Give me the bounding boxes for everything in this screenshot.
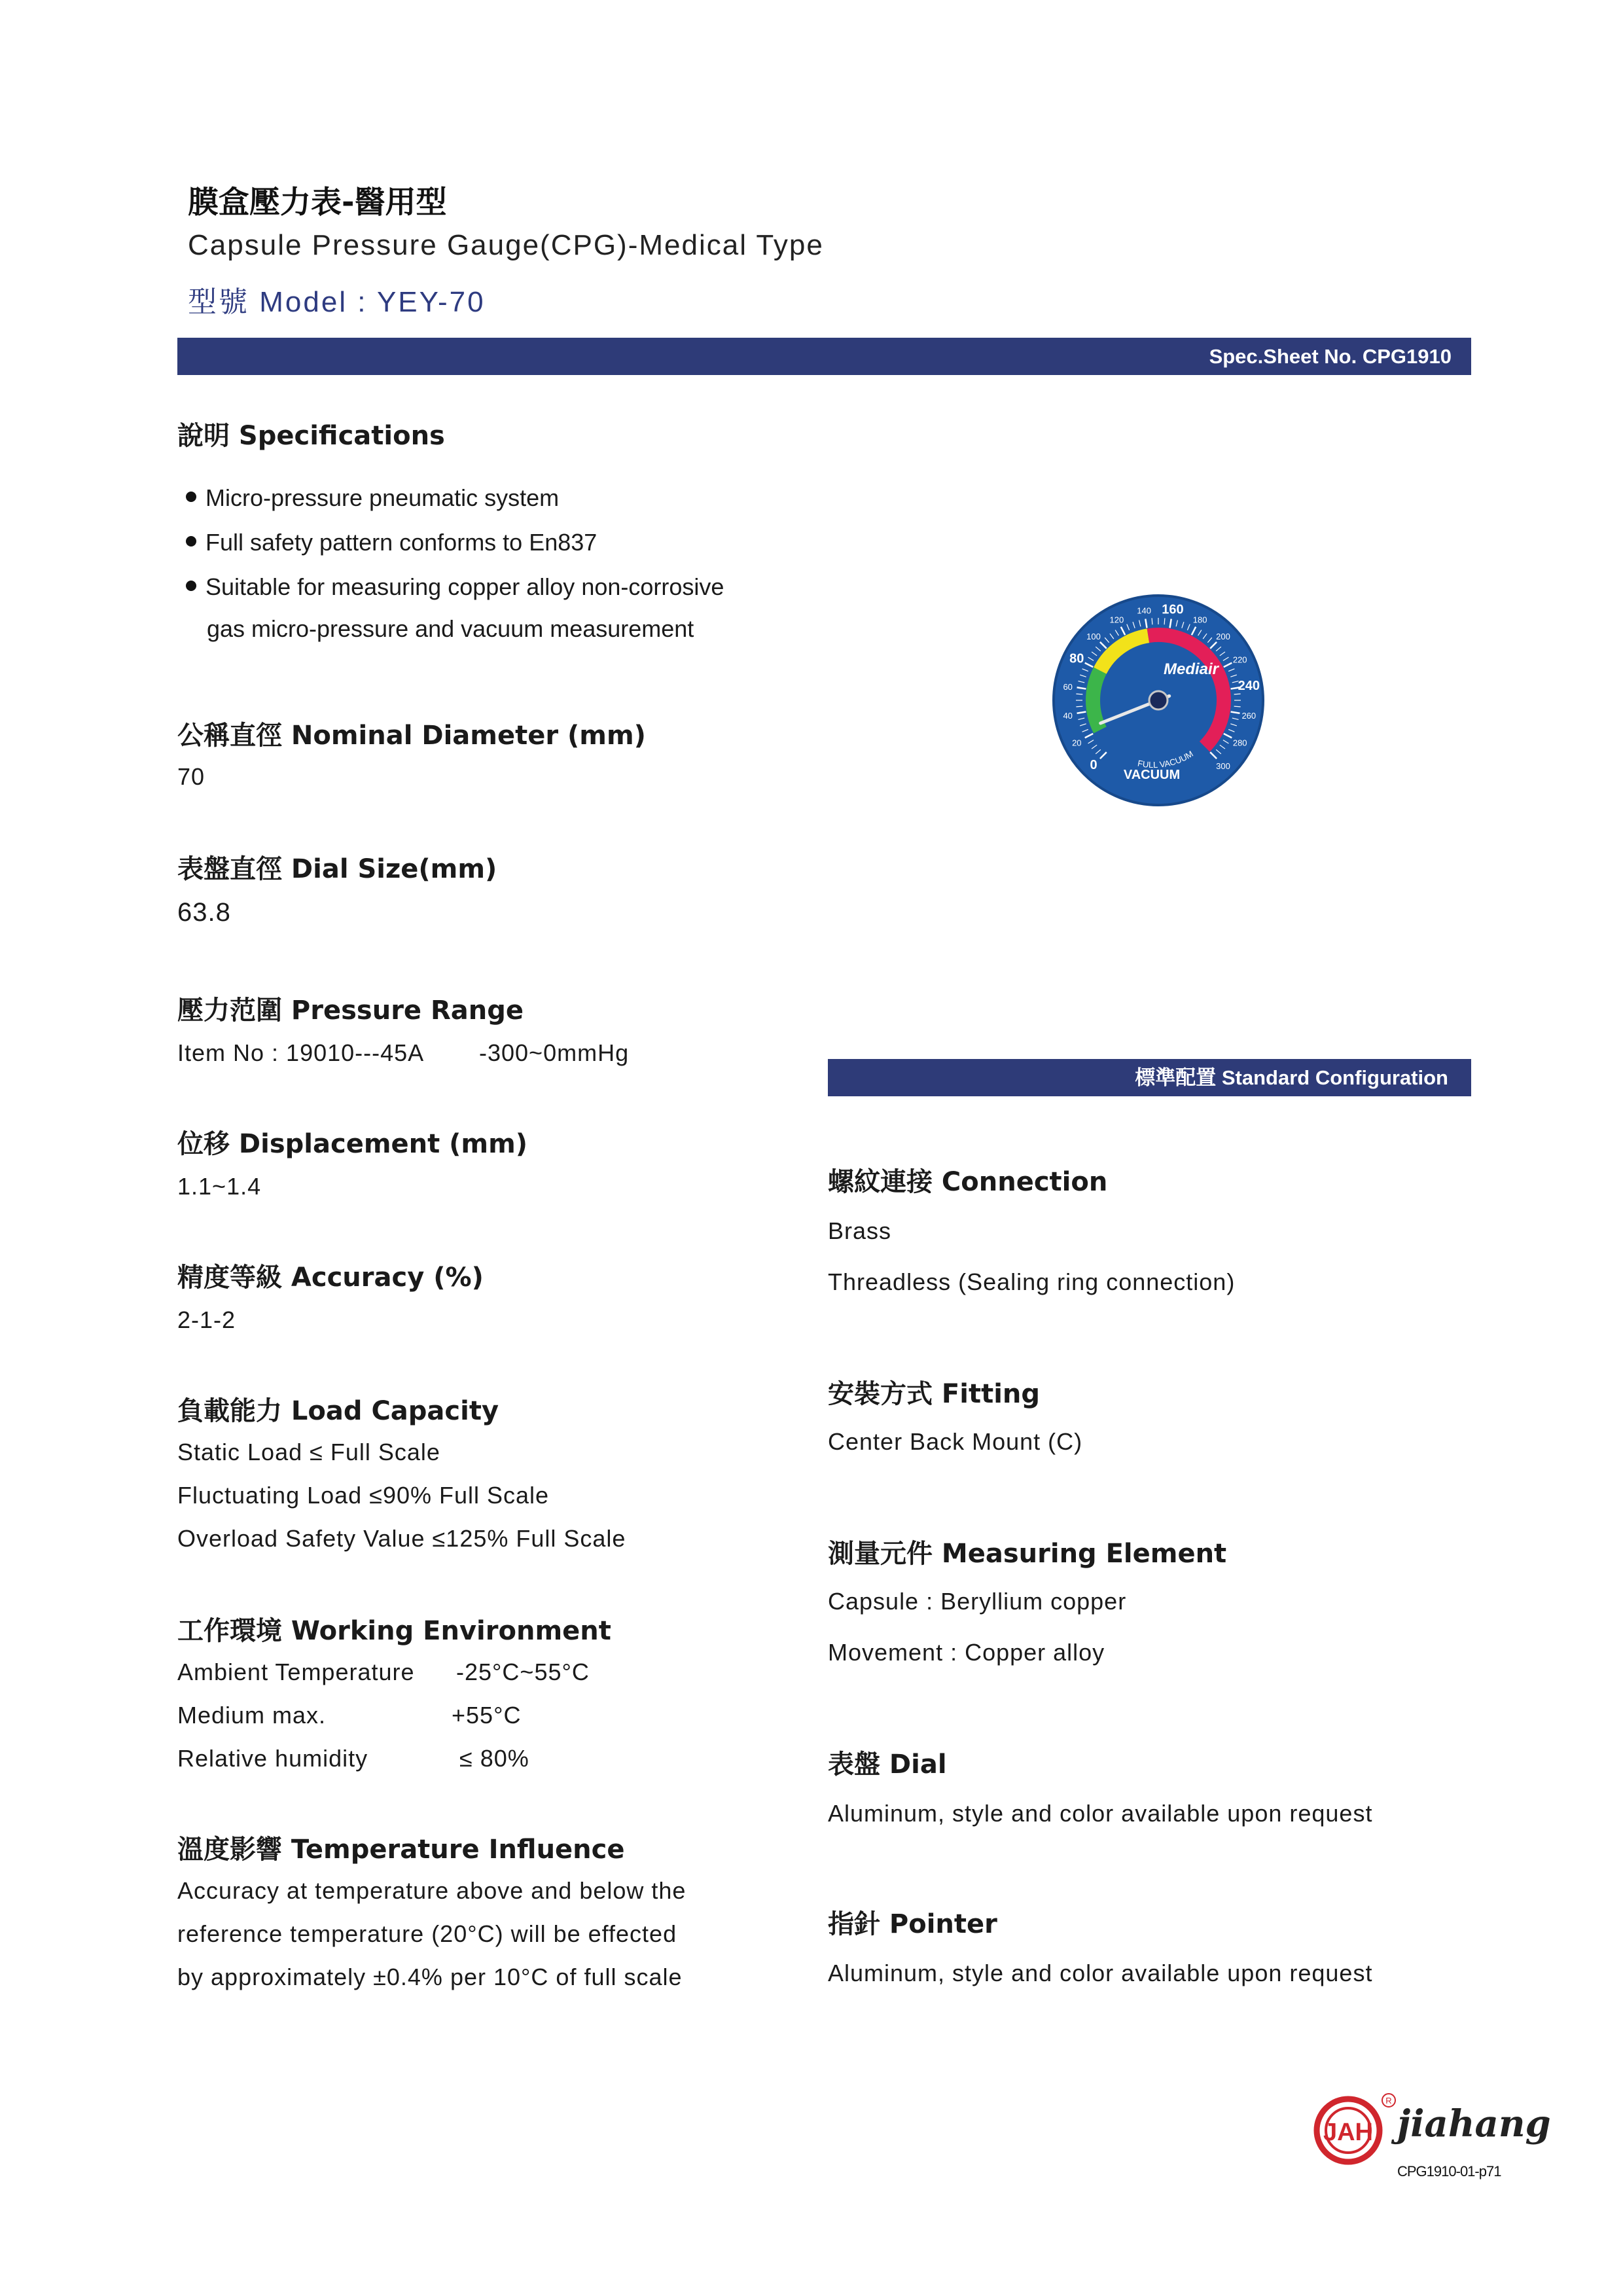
fitting-value: Center Back Mount (C) xyxy=(828,1428,1083,1455)
env-value: -25°C~55°C xyxy=(456,1659,590,1685)
nominal-diameter-heading: 公稱直徑 Nominal Diameter (mm) xyxy=(177,721,646,751)
env-value: +55°C xyxy=(452,1702,522,1729)
measuring-element-line: Movement : Copper alloy xyxy=(828,1639,1105,1666)
bullet-icon xyxy=(186,536,196,547)
pointer-heading: 指針 Pointer xyxy=(828,1909,997,1939)
connection-line: Threadless (Sealing ring connection) xyxy=(828,1268,1236,1295)
pressure-range-value: -300~0mmHg xyxy=(479,1039,630,1066)
spec-bullet: Full safety pattern conforms to En837 xyxy=(186,529,597,556)
connection-line: Brass xyxy=(828,1217,892,1244)
bullet-icon xyxy=(186,581,196,591)
spec-bullet: Micro-pressure pneumatic system xyxy=(186,484,559,512)
gauge-tick xyxy=(1076,706,1082,707)
page-title-cn: 膜盒壓力表-醫用型 xyxy=(188,185,447,221)
displacement-heading: 位移 Displacement (mm) xyxy=(177,1129,528,1159)
svg-text:JAH: JAH xyxy=(1323,2119,1374,2146)
spec-sheet-bar: Spec.Sheet No. CPG1910 xyxy=(177,338,1471,375)
spec-bullet: Suitable for measuring copper alloy non-corrosive xyxy=(186,573,724,601)
measuring-element-line: Capsule : Beryllium copper xyxy=(828,1588,1127,1615)
bullet-icon xyxy=(186,492,196,502)
env-label: Ambient Temperature xyxy=(177,1659,415,1685)
pointer-value: Aluminum, style and color available upon request xyxy=(828,1960,1373,1986)
gauge-scale-label: 60 xyxy=(1063,682,1073,692)
gauge-scale-label: 200 xyxy=(1216,632,1230,641)
accuracy-value: 2-1-2 xyxy=(177,1306,236,1333)
working-environment-heading: 工作環境 Working Environment xyxy=(177,1616,611,1646)
gauge-brand-text: Mediair xyxy=(1164,660,1219,678)
gauge-unit-text: VACUUM xyxy=(1123,768,1181,782)
gauge-scale-label: 140 xyxy=(1137,605,1151,616)
dial-value: Aluminum, style and color available upon request xyxy=(828,1800,1373,1827)
load-capacity-line: Static Load ≤ Full Scale xyxy=(177,1439,440,1465)
gauge-tick xyxy=(1234,706,1241,707)
pressure-range-item: Item No : 19010---45A xyxy=(177,1039,425,1066)
env-label: Medium max. xyxy=(177,1702,327,1729)
env-value: ≤ 80% xyxy=(459,1745,529,1772)
page-title-en: Capsule Pressure Gauge(CPG)-Medical Type xyxy=(188,229,824,261)
standard-configuration-bar: 標準配置 Standard Configuration xyxy=(828,1059,1471,1096)
model-label: 型號 Model : YEY-70 xyxy=(188,286,486,318)
gauge-scale-label: 20 xyxy=(1072,738,1082,748)
jiahang-logo-icon xyxy=(1312,2091,1410,2170)
dial-size-heading: 表盤直徑 Dial Size(mm) xyxy=(177,854,497,884)
gauge-scale-label: 180 xyxy=(1192,615,1207,625)
gauge-scale-label: 100 xyxy=(1086,632,1101,641)
svg-text:R: R xyxy=(1385,2096,1392,2106)
load-capacity-line: Fluctuating Load ≤90% Full Scale xyxy=(177,1482,550,1509)
temperature-influence-line: reference temperature (20°C) will be effected xyxy=(177,1920,677,1947)
gauge-image xyxy=(1047,589,1270,812)
load-capacity-heading: 負載能力 Load Capacity xyxy=(177,1396,499,1426)
dial-heading: 表盤 Dial xyxy=(828,1749,947,1780)
temperature-influence-heading: 溫度影響 Temperature Influence xyxy=(177,1835,625,1865)
gauge-green-band xyxy=(1093,671,1100,730)
gauge-scale-label: 260 xyxy=(1241,710,1257,721)
connection-heading: 螺紋連接 Connection xyxy=(828,1167,1108,1197)
accuracy-heading: 精度等級 Accuracy (%) xyxy=(177,1263,484,1293)
document-code: CPG1910-01-p71 xyxy=(1397,2163,1501,2179)
gauge-scale-label: 300 xyxy=(1216,761,1230,771)
fitting-heading: 安裝方式 Fitting xyxy=(828,1379,1041,1409)
specifications-heading: 說明 Specifications xyxy=(177,421,445,451)
temperature-influence-line: by approximately ±0.4% per 10°C of full scale xyxy=(177,1964,683,1990)
gauge-scale-label: 280 xyxy=(1232,738,1247,748)
gauge-scale-label: 40 xyxy=(1063,710,1073,721)
gauge-scale-label: 240 xyxy=(1238,679,1260,694)
gauge-scale-label: 120 xyxy=(1109,615,1124,625)
pressure-range-heading: 壓力范圍 Pressure Range xyxy=(177,996,524,1026)
temperature-influence-line: Accuracy at temperature above and below the xyxy=(177,1877,687,1904)
measuring-element-heading: 測量元件 Measuring Element xyxy=(828,1539,1227,1569)
gauge-hub xyxy=(1149,691,1168,709)
gauge-scale-label: 80 xyxy=(1069,651,1084,666)
dial-size-value: 63.8 xyxy=(177,898,231,927)
brand-name: jiahang xyxy=(1397,2102,1551,2145)
env-label: Relative humidity xyxy=(177,1745,368,1772)
spec-bullet-continuation: gas micro-pressure and vacuum measurement xyxy=(207,615,694,642)
gauge-tick xyxy=(1164,618,1165,624)
gauge-band-text: FULL VACUUM xyxy=(1137,749,1195,770)
displacement-value: 1.1~1.4 xyxy=(177,1173,262,1200)
gauge-scale-label: 220 xyxy=(1232,655,1247,665)
nominal-diameter-value: 70 xyxy=(177,763,205,790)
load-capacity-line: Overload Safety Value ≤125% Full Scale xyxy=(177,1525,626,1552)
gauge-scale-label: 160 xyxy=(1162,602,1184,617)
gauge-scale-label: 0 xyxy=(1090,758,1097,772)
